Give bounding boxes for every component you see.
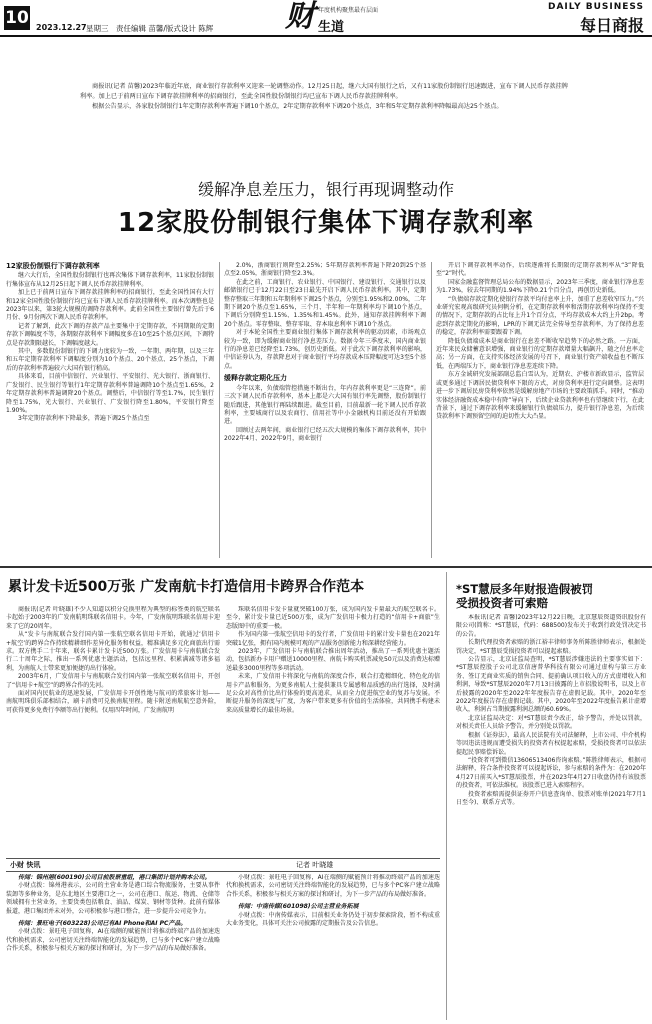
story4-label: 小财 快讯 [10,861,41,869]
paragraph: “负债端存款定期化使银行存款平均付息率上升，加重了息差收窄压力。”兴业研究宏观高级研究员何帆分析，在定期存款利率和活期存款利率均保持不变的情况下，定期存款的占比每上升1个百分点，平均存款成本大约上升2bp。考虑到存款定期化的影响，LPR的下调无法完全传导至存款利率，为了保持息差的稳定，存款利率需要跟着下调。 [436,295,644,337]
paragraph: 继六大行后，全国性股份制银行也再次集体下调存款利率，11家股份制银行集体宣布从12月25日起下调人民币存款挂牌利率。 [6,272,214,288]
story1-col3 [436,262,644,560]
paragraph: 降低负债端成本是商业银行在息差不断收窄趋势下的必然之路。一方面，近年来民众储蓄意识增强，商业银行的定期存款增量大幅飙升，随之付息率走高；另一方面，在支持实体经济发展的号召下，商业银行资产端收益也不断压低，在两端压力下，商业银行净息差连续下降。 [436,337,644,370]
paragraph: 珠联名信用卡发卡量就突破100万张，成为国内发卡量最大的航空联名卡。至今，累计发卡量已近500万张，成为广发信用卡极力打造的“信用卡+商旅”生态版图中的重要一极。 [226,606,440,630]
paragraph: 投资者索赔需提供证券开户信息查询单、股票对账单(2021年7月1日至今)、联系方式等。 [456,790,646,806]
page-number: 10 [5,8,29,28]
story1-kicker: 缓解净息差压力，银行再现调整动作 [197,180,454,199]
paragraph: “投资者可到微信13606513406咨询索赔。”陈胜律师表示，根据司法解释，符合条件投资者可以提起诉讼，参与索赔的条件为：在2020年4月27日前买入*ST慧辰股票，并在2023年4月27日收盘仍持有该股票的投资者，可依法维权。该股票已进入索赔程序。 [456,756,646,790]
story2-col1 [6,606,220,854]
issue-date: 2023.12.27 [36,23,87,32]
paragraph: 从“发卡与南航联合发行国内第一张航空联名信用卡开始，就通过‘信用卡+航空’的跨界合作持续精耕细作差异化服务和权益，精准满足多元化商旅出行需求。双方携手二十年来，联名卡累计发卡近500万张。广发信用卡与南航联合发行二十周年之际，推出一系列优惠主题活动，包括远里程、积累满减等诸多福利，为南航人士带来更加便捷的出行体验。 [6,631,220,672]
paragraph: 在此之前，工商银行、农业银行、中国银行、建设银行、交通银行以及邮储银行已于12月22日至23日最先开启下调人民币存款利率。其中，定期整存整取三年期和五年期利率下调25个基点，分别至1.95%和2.00%，二年期下调20个基点至1.65%，三个月、半年和一年期利率均下调10个基点，下调后分别降至1.15%、1.35%和1.45%。此外，通知存款挂牌利率下调20个基点。零存整取、整存零取、存本取息利率下调10个基点。 [224,278,426,328]
paragraph: 3年定期存款利率下降最多，普遍下调25个基点至 [18,415,150,423]
story2-headline: 累计发卡近500万张 广发南航卡打造信用卡跨界合作范本 [8,579,365,595]
paragraph: 未来，广发信用卡将深化与南航的深度合作，联合打造精细化、特色化的信用卡产品和服务，为更多南航人士提供兼具专属感和品质感的出行选择，及时满足公众对高性价比出行体验的更高追求，从而全力促进航空业的复苏与发展。不断提升服务的深度与广度，为客户带来更多有价值的生活体验，共同携手构建未来高质量增长的最佳场景。 [226,673,440,714]
brief-body: 小财点拨：锦州港表示，公司的主营业务是港口综合物流服务，主要从事件装卸等多种业务，是东北地区主要港口之一，公司在港口、航运、物流、仓储等领域拥有主营业务，主要货类包括粮食、油品、煤炭、钢材等货种。此前有媒体报道，港口集团并未对外，公司积极参与港口整合，进一步提升公司竞争力。 [6,882,220,915]
issue-weekday: 星期三 [86,24,109,33]
brief-body: 小财点拨：景旺电子回复称，AI在端侧的赋能预计将推动终端产品的加速迭代和换机需求，公司密切关注终端智能化的发展趋势，已与多个PC客户建立战略合作关系，积极参与相关方案的探讨和研讨，为下一步产品的布局做好准备。 [6,928,220,953]
section-badge: 财 [285,0,315,34]
brand-chinese: 每日商报 [579,16,644,35]
paragraph: 国家金融监督管理总局公布的数据显示，2023年三季度，商业银行净息差为1.73%，较去年同期的1.94%下降0.21个百分点，再创历史新低。 [436,278,644,295]
story1-headline: 12家股份制银行集体下调存款利率 [117,208,535,238]
brief-title: 传闻：锦州港(600190)公司目前股票重组，港口集团计划并购本公司。 [18,874,211,881]
story3-body [456,614,646,1018]
story3-headline: *ST慧辰多年财报造假被罚 受损投资者可索赔 [456,582,594,610]
editor-credit: 责任编辑 苗馨/版式设计 陈辉 [116,24,214,33]
brief-body-cont: 小财点拨：景旺电子回复称，AI在端侧的赋能预计将推动终端产品的加速迭代和换机需求，公司密切关注终端智能化的发展趋势，已与多个PC客户建立战略合作关系，积极参与相关方案的探讨和研讨，为下一步产品的布局做好准备。 [226,874,440,898]
brief-body: 小财点拨：中南传媒表示，目前相关业务仍处于初步探索阶段，暂不构成重大业务变化，具体可关注公司披露的定期报告及公告信息。 [226,911,440,928]
paragraph: 加上已于前两日宣布下调存款挂牌利率的招商银行，至此全国性国有大行和12家全国性股份制银行均已宣布下调人民币存款挂牌利率。而本次调整也是2023年以来，第3轮大规模的调降存款利率。此前全国性主要银行曾先后于6月份、9月份两次下调人民币存款利率。 [6,289,214,322]
paragraph: 今年以来，负债端管控措施不断出台，年内存款利率更是“三连降”。前三次下调人民币存款利率，基本上都是六大国有银行率先调整，股份制银行随后跟进，其他银行再陆续跟进。截至目前，目前最新一轮下调人民币存款利率，主要城商行以及农商行、信用社等中小金融机构目前还没有开始跟进。 [224,384,426,426]
paragraph: 开启下调存款利率动作，后续逐渐将长期限的定期存款利率从“3”降低至“2”时代。 [436,262,644,278]
paragraph: 北京证监局决定：对*ST慧辰责令改正，给予警告，并处以罚款，对相关责任人员给予警告，并分别处以罚款。 [456,714,646,731]
paragraph: 商报讯(记者 叶晓雄)不少人知道以积分兑换里程为典型的标签类的航空联名卡起始于2003年的广发南航明珠联名信用卡。今年，广发南航明珠联名信用卡迎来了它的20周年。 [6,606,220,630]
brief-title: 传闻：中南传媒(601098)公司主营业务拓展 [238,903,359,911]
paragraph: 回顾过去两年间，商业银行已经五次大规模的集体下调存款利率，其中2022年4月、2022年9月，商业银行 [224,426,426,443]
paragraph: 本报讯(记者 苗馨)2023年12月22日晚，北京慧辰资道资讯股份有限公司(简称：*ST慧辰，代码：688500)发布关于收到行政处罚决定书的公告。 [456,614,646,638]
story4-label-bar [6,858,440,872]
paragraph: 2.0%，浙商银行则降至2.25%；5年期存款利率普遍下降20到25个基点至2.05%，浙商银行降至2.3%。 [224,262,426,278]
paragraph: 2003年6月，广发信用卡与南航联合发行国内第一张航空联名信用卡，开创了“信用卡+航空”的跨界合作的先河。 [6,673,220,689]
story4-label-2: 记者 叶晓雄 [296,861,334,869]
paragraph: 对于本轮全国性主要商业银行集体下调存款利率的驱动因素，市场观点较为一致，即为缓解商业银行净息差压力。数据今年三季度末，国内商业银行的净息差已经降至1.73%，创历史新低。对于此次下调存款利率的影响，中信证券认为，存款降息对于商业银行平均存款成本压降幅度可达3至5个基点。 [224,329,426,370]
paragraph: 公告显示，北京证监局查明，*ST慧辰涉嫌违法的主要事实如下：*ST慧辰控股子公司北京信唐普华科技有限公司通过虚构与第三方业务、签订无商业实质的销售合同、提前确认项目收入的方式虚增收入和利润，导致*ST慧辰2020年7月13日披露的上市招股说明书，以及上市后披露的2020年至2022年年度报告存在虚假记载。其中，2020年至2022年度报告存在虚假记载。其中，2020年至2022年度报告累计虚增收入，利润占当期披露利润总额的60.69%。 [456,656,646,714]
lead-paragraph [80,82,568,148]
paragraph: 面对国内民航业的迅速发展，广发信用卡开创性地与航司的常旅客计划——南航明珠俱乐部相结合，刷卡消费可兑换南航里程。随卡附送南航航空意外险，可获得更多免费行李额等出行便利。仅用四年时间，广发南航明 [6,690,220,714]
brief-title: 传闻：景旺电子(603228)公司已有AI Phone和AI PC产品。 [18,920,187,928]
paragraph: 2023年，广发信用卡与南航联合推出周年活动，推出了一系列优惠主题活动，包括新办卡用户赠送10000里程、南航卡购买机票减免50元以及消费达标赠送最多3000里程等多项活动。 [226,648,440,672]
story1-col2 [224,262,426,560]
story1-subhead-2: 缓释存款定期化压力 [224,374,287,383]
section-tagline: 年度机构聚焦最有层面 [318,7,379,14]
paragraph: 长期代理投资者索赔的浙江裕丰律师事务所陈胜律师表示，根据处罚决定，*ST慧辰受损投资者可以提起索赔。 [456,639,646,655]
paragraph: 根据《证券法》，最高人民法院有关司法解释，上市公司、中介机构等因违法违规而遭受损失的投资者有权提起索赔，受损投资者可以依法提起民事赔偿诉讼。 [456,731,646,756]
story1-col1 [6,262,214,560]
masthead [0,0,652,36]
story2-col2 [226,606,440,854]
story4-col2 [226,874,440,1020]
lead-text-2: 根据公告显示，各家股份制银行1年定期存款利率普遍下调10个基点，2年定期存款利率下调20个基点，3年和5年定期存款利率降幅最高达25个基点。 [92,103,503,111]
section-name: 生道 [318,20,345,35]
paragraph: 具体来看，目前中信银行、兴业银行、平安银行、光大银行、浙商银行、广发银行、民生银行等银行1年定期存款利率普遍调降10个基点至1.65%，2年定期存款利率普遍调降20个基点。调整后，中信银行等至1.7%，民生银行降至1.75%，光大银行、兴业银行、广发银行降至1.80%，平安银行降至1.90%。 [6,373,214,414]
paragraph: 东方金诚研究发展部副总监白雪认为，近期农、沪楼市新政显示，监管层或更多通过下调居民债贷利率下限的方式，对房贷利率进行定向调整。这表明进一步下调居民房贷利率依然是缓解房地产市场的主要政策抓手。同时，“推动实体经济融资成本稳中有降”导向下，后续企业贷款利率也有望继续下行，在此背景下，通过下调存款利率来缓解银行负债端压力，提升银行净息差，为后续贷款利率下调预留空间的迫切性大大凸显。 [436,371,644,421]
story1-subhead-1: 12家股份制银行下调存款利率 [6,262,100,270]
paragraph: 其中，多数股份制银行的下调力度较为一致，一年期、两年期，以及三年和五年定期存款利率下调幅度分别为10个基点、20个基点、25个基点，下调后的存款利率普遍较六大国有银行稍高。 [6,348,214,372]
brand-english: DAILY BUSINESS [547,2,644,12]
lead-text: 商报讯(记者 苗馨)2023年临近年底，商业银行存款利率又迎来一轮调整动作。12月25日起，继六大国有银行之后，又有11家股份制银行迅速跟进，宣布下调人民币存款挂牌利率。加上已于前两日宣布下调存款挂牌利率的招商银行，至此全国性股份制银行均已宣布下调人民币存款挂牌利率。 [80,83,568,101]
paragraph: 作为国内第一张航空信用卡的发行者，广发信用卡的累计发卡量也在2021年突破1亿张，拥有国内规模可观的产品服务创新能力和深耕经营能力。 [226,631,440,647]
paragraph: 记者了解到，此次下调的存款产品主要集中于定期存款，不同期限的定期存款下调幅度不等，各期限存款利率下调幅度多在10至25个基点区间，下调特点是存款期限越长，下调幅度越大。 [6,322,214,347]
story4-col1 [6,874,220,1020]
